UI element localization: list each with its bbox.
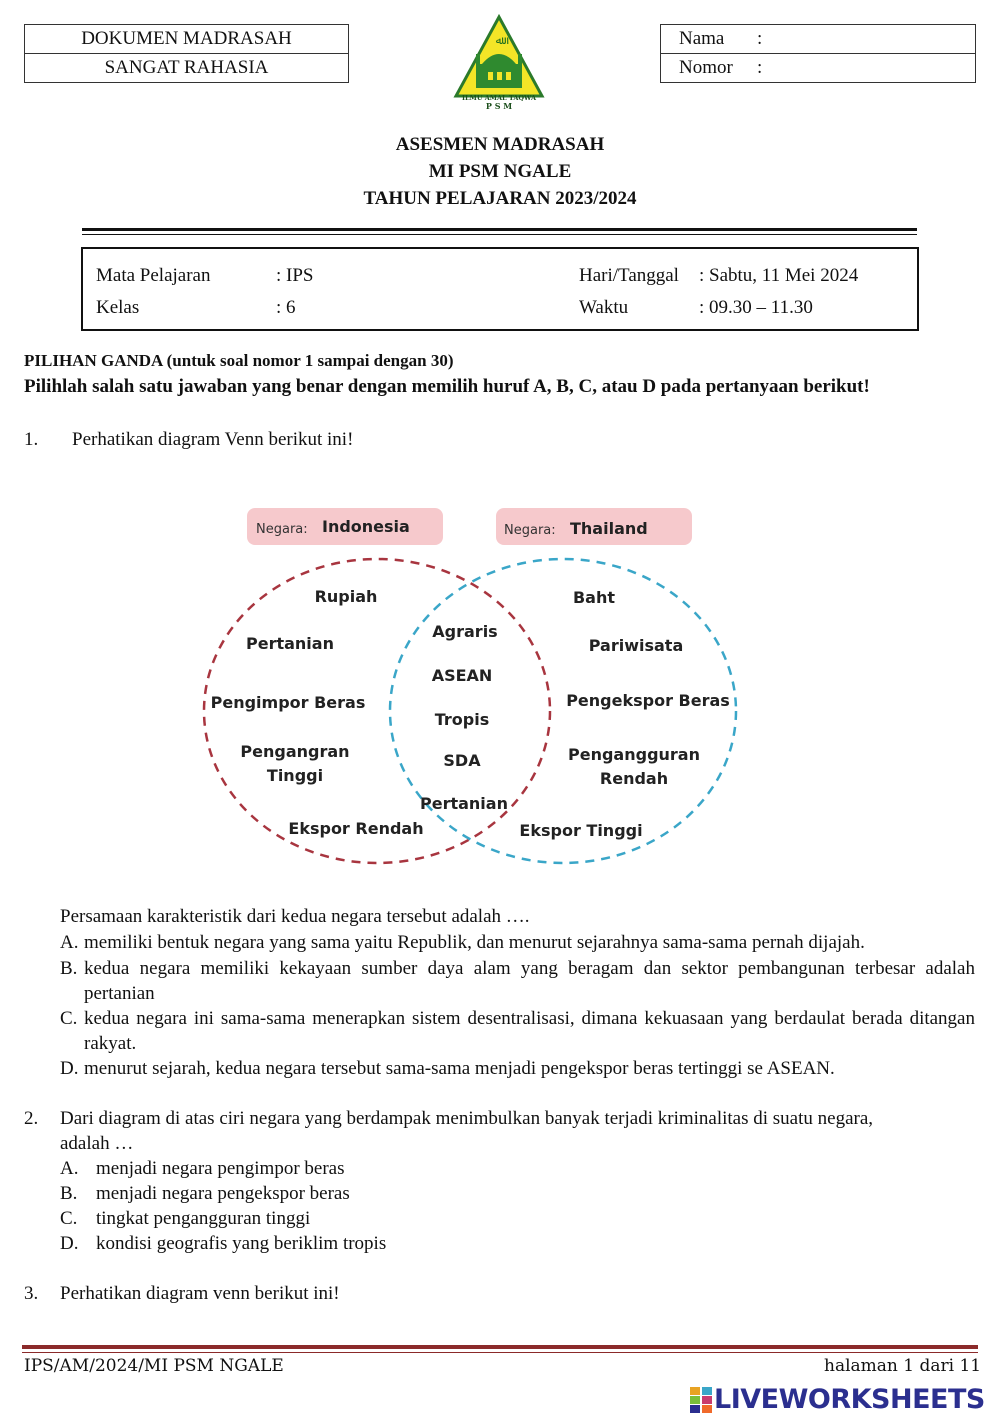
q3-number: 3. <box>24 1283 39 1304</box>
option-letter: C. <box>60 1208 78 1229</box>
number-sep: : <box>757 57 763 78</box>
title-line-2: MI PSM NGALE <box>428 161 572 182</box>
option-letter: A. <box>60 1158 79 1179</box>
venn-middle-item: Pertanian <box>420 794 508 813</box>
school-logo <box>452 14 546 112</box>
q1-option-b[interactable] <box>60 956 975 1006</box>
venn-left-item: Tinggi <box>266 766 324 785</box>
option-text: kedua negara ini sama-sama menerapkan sistem desentralisasi, dimana kekuasaan yang berdaulat berada ditangan rakyat. <box>84 1008 975 1054</box>
title-line-3: TAHUN PELAJARAN 2023/2024 <box>363 188 637 209</box>
venn-middle-item: ASEAN <box>431 666 493 685</box>
q2-option-b[interactable] <box>60 1181 350 1206</box>
venn-diagram <box>190 496 760 886</box>
footer-rule-thin <box>22 1352 978 1353</box>
option-text: menjadi negara pengimpor beras <box>96 1158 345 1179</box>
logo-psm: P S M <box>485 101 513 111</box>
class-label: Kelas <box>96 297 140 318</box>
venn-right-item: Ekspor Tinggi <box>519 821 643 840</box>
brand-text: LIVEWORKSHEETS <box>714 1384 985 1415</box>
option-letter: D. <box>60 1058 79 1079</box>
doc-label: DOKUMEN MADRASAH <box>25 25 348 54</box>
q1-number: 1. <box>24 429 39 450</box>
time-label: Waktu <box>579 297 629 318</box>
option-letter: B. <box>60 1183 78 1204</box>
venn-left-tag-label: Negara: <box>256 522 308 537</box>
venn-left-item: Ekspor Rendah <box>288 819 424 838</box>
subject-label: Mata Pelajaran <box>96 265 211 286</box>
venn-right-country: Thailand <box>570 519 648 538</box>
section-instruction: Pilihlah salah satu jawaban yang benar dengan memilih huruf A, B, C, atau D pada pertanyaan berikut! <box>24 376 870 397</box>
option-letter: B. <box>60 958 78 979</box>
logo-motto: ILMU AMAL TAQWA <box>462 94 536 102</box>
header-right-box <box>660 24 976 83</box>
q2-option-d[interactable] <box>60 1231 386 1256</box>
venn-left-country: Indonesia <box>322 517 410 536</box>
q3-text: Perhatikan diagram venn berikut ini! <box>60 1283 340 1304</box>
header-left-box <box>24 24 349 83</box>
q2-option-c[interactable] <box>60 1206 310 1231</box>
venn-right-item: Pengekspor Beras <box>566 691 730 710</box>
venn-middle-item: Tropis <box>434 710 490 729</box>
option-text: kedua negara memiliki kekayaan sumber daya alam yang beragam dan sektor pembangunan terbesar adalah pertanian <box>84 958 975 1004</box>
footer-page: halaman 1 dari 11 <box>824 1356 982 1376</box>
venn-left-item: Pengangran <box>240 742 350 761</box>
venn-right-item: Baht <box>572 588 616 607</box>
option-letter: A. <box>60 932 79 953</box>
option-text: tingkat pengangguran tinggi <box>96 1208 311 1229</box>
option-letter: C. <box>60 1008 78 1029</box>
q1-option-d[interactable] <box>60 1056 975 1081</box>
footer-rule <box>22 1345 978 1349</box>
venn-right-item: Pariwisata <box>588 636 684 655</box>
venn-middle-item: Agraris <box>432 622 498 641</box>
time-value: : 09.30 – 11.30 <box>699 297 813 318</box>
name-sep: : <box>757 28 763 49</box>
option-text: menjadi negara pengekspor beras <box>96 1183 350 1204</box>
venn-left-item: Pengimpor Beras <box>210 693 366 712</box>
class-value: : 6 <box>276 297 296 318</box>
title-rule-thin <box>82 234 917 235</box>
exam-info-box <box>81 247 919 331</box>
q1-text: Perhatikan diagram Venn berikut ini! <box>72 429 354 450</box>
q2-text: Dari diagram di atas ciri negara yang berdampak menimbulkan banyak terjadi kriminalitas di suatu negara, <box>60 1108 874 1129</box>
venn-right-item: Pengangguran <box>568 745 700 764</box>
subject-value: : IPS <box>276 265 314 286</box>
logo-arabic: ﷲ <box>495 35 503 47</box>
q2-text-cont: adalah … <box>60 1133 134 1154</box>
q2-option-a[interactable] <box>60 1156 344 1181</box>
liveworksheets-logo-icon <box>690 1387 712 1413</box>
q2-number: 2. <box>24 1108 39 1129</box>
section-heading: PILIHAN GANDA (untuk soal nomor 1 sampai dengan 30) <box>24 351 454 370</box>
title-line-1: ASESMEN MADRASAH <box>395 134 605 155</box>
venn-middle-item: SDA <box>443 751 481 770</box>
q1-option-c[interactable] <box>60 1006 975 1056</box>
title-rule <box>82 228 917 231</box>
number-label: Nomor <box>679 57 733 78</box>
venn-left-item: Rupiah <box>314 587 378 606</box>
venn-left-item: Pertanian <box>246 634 334 653</box>
option-text: kondisi geografis yang beriklim tropis <box>96 1233 387 1254</box>
secret-label: SANGAT RAHASIA <box>104 57 269 78</box>
option-text: memiliki bentuk negara yang sama yaitu Republik, dan menurut sejarahnya sama-sama pernah dijajah. <box>84 932 865 953</box>
name-label: Nama <box>679 28 725 49</box>
venn-right-item: Rendah <box>599 769 669 788</box>
option-letter: D. <box>60 1233 79 1254</box>
liveworksheets-brand[interactable] <box>690 1384 985 1415</box>
footer-code: IPS/AM/2024/MI PSM NGALE <box>24 1356 284 1376</box>
option-text: menurut sejarah, kedua negara tersebut sama-sama menjadi pengekspor beras tertinggi se ASEAN. <box>84 1058 835 1079</box>
q1-option-a[interactable] <box>60 930 975 955</box>
date-label: Hari/Tanggal <box>579 265 679 286</box>
q1-stem: Persamaan karakteristik dari kedua negara tersebut adalah …. <box>60 906 530 927</box>
date-value: : Sabtu, 11 Mei 2024 <box>699 265 859 286</box>
venn-right-tag-label: Negara: <box>504 523 556 538</box>
